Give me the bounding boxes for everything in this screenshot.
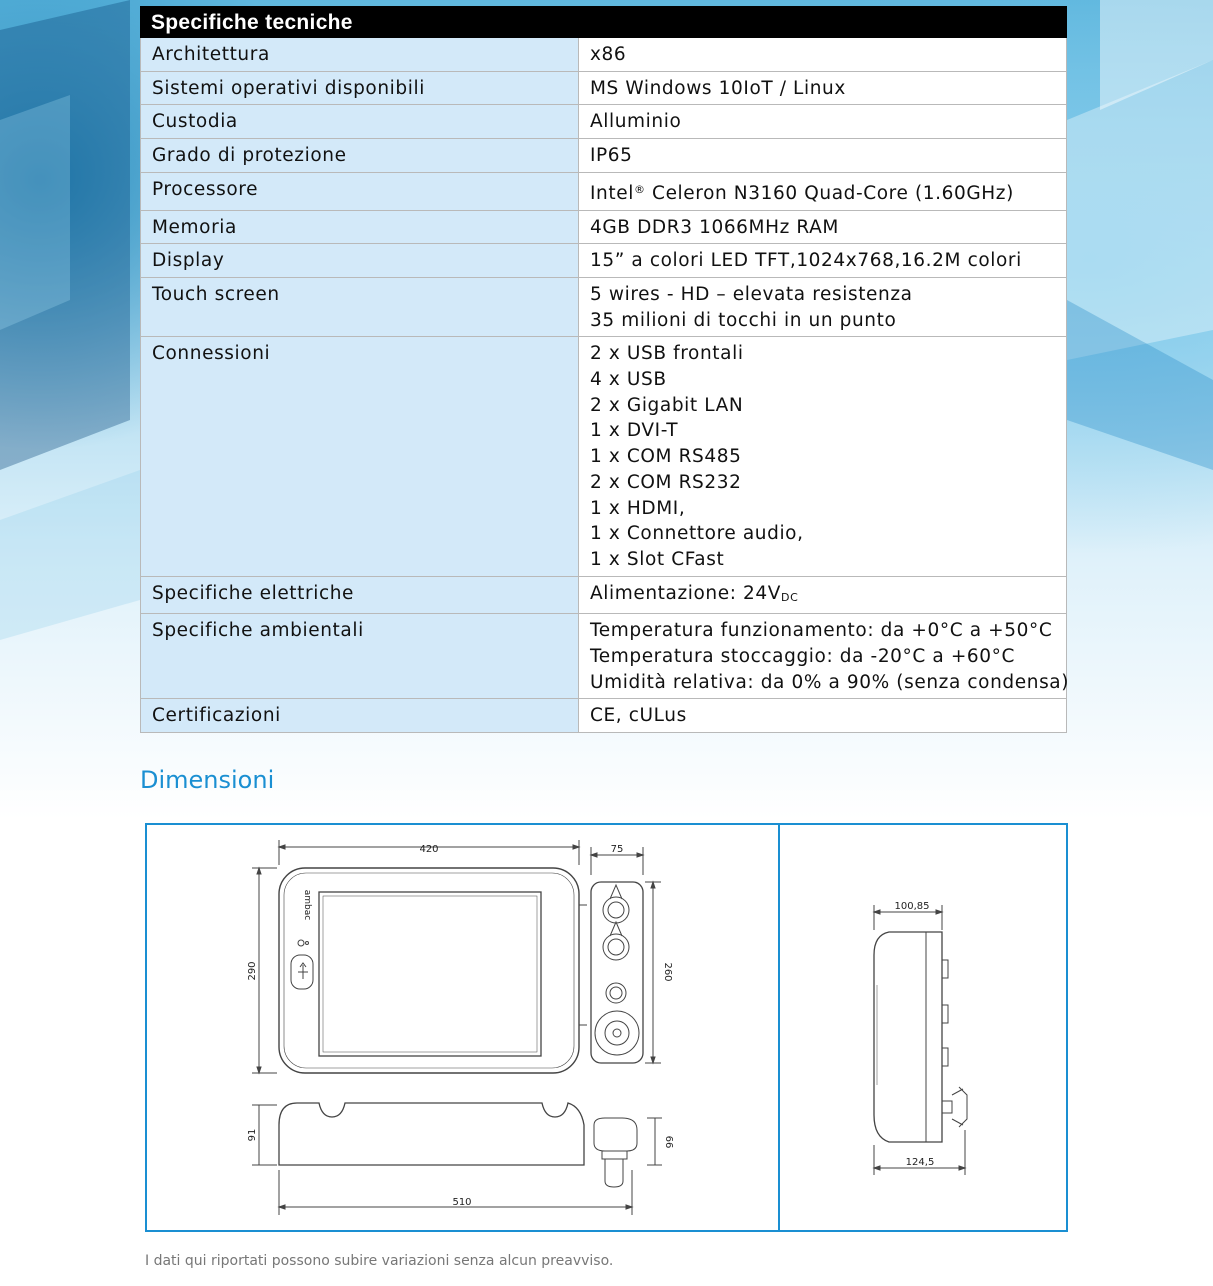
spec-value-line: 15” a colori LED TFT,1024x768,16.2M colori [590,250,1022,272]
spec-value [579,71,1067,105]
spec-value-line: Alluminio [590,111,682,133]
spec-value-part: Celeron N3160 Quad-Core (1.60GHz) [645,182,1014,204]
spec-value-line: 4 x USB [590,369,667,391]
spec-value-line: 1 x Slot CFast [590,548,725,570]
spec-row [141,172,1067,210]
spec-value-line: 2 x COM RS232 [590,471,742,493]
technical-drawing [147,825,1066,1230]
spec-label: Specifiche ambientali [141,614,579,699]
specs-body [141,7,1070,733]
spec-row [141,614,1067,699]
spec-value-line: Temperatura funzionamento: da +0°C a +50°C [590,620,1053,642]
spec-value-line: 1 x HDMI, [590,497,686,519]
side-profile-view [874,905,967,1175]
specs-title-row [141,7,1067,38]
spec-value-line: Umidità relativa: da 0% a 90% (senza condensa) [590,671,1070,693]
spec-value-line: MS Windows 10IoT / Linux [590,77,846,99]
spec-value-line: CE, cULus [590,705,687,727]
spec-value [579,210,1067,244]
spec-label: Grado di protezione [141,139,579,173]
dim-profile-bottom: 124,5 [905,1157,935,1168]
dim-side-depth: 75 [610,844,624,855]
spec-value [579,244,1067,278]
spec-label: Sistemi operativi disponibili [141,71,579,105]
spec-value-line: x86 [590,44,627,65]
spec-value [579,614,1070,699]
spec-value [579,139,1067,173]
specs-title: Specifiche tecniche [141,7,1067,38]
dim-bottom-width: 510 [452,1197,472,1208]
spec-value-line: 2 x Gigabit LAN [590,394,744,416]
dim-front-height: 290 [247,961,258,981]
spec-value [579,699,1067,733]
spec-value-part: ® [633,182,646,196]
disclaimer-text: I dati qui riportati possono subire variazioni senza alcun preavviso. [145,1253,614,1269]
spec-row [141,38,1067,72]
spec-value [579,337,1067,576]
spec-value-line: Temperatura stoccaggio: da -20°C a +60°C [590,646,1016,668]
dim-front-width: 420 [419,844,439,855]
spec-label: Custodia [141,105,579,139]
spec-label: Connessioni [141,337,579,576]
dim-profile-top: 100,85 [894,901,930,912]
dimensions-drawing-box [145,823,1068,1232]
dim-bottom-height: 91 [247,1128,258,1142]
spec-row [141,105,1067,139]
spec-value-line: IP65 [590,145,633,167]
spec-value-part: DC [781,590,799,604]
spec-value-line: 2 x USB frontali [590,343,744,365]
spec-value-part: Intel [590,182,634,204]
front-view [252,840,587,1073]
dim-bottom-stand: 66 [663,1135,674,1149]
spec-value-line: 5 wires - HD – elevata resistenza [590,283,913,305]
dimensions-heading: Dimensioni [140,766,275,794]
spec-row [141,139,1067,173]
spec-value [579,576,1067,614]
side-view [591,847,661,1063]
spec-value [579,105,1067,139]
spec-value-line: 1 x Connettore audio, [590,523,804,545]
dim-side-height: 260 [662,962,673,982]
spec-value-line: 4GB DDR3 1066MHz RAM [590,216,839,238]
spec-value-line: 1 x DVI-T [590,420,679,442]
spec-label: Processore [141,172,579,210]
spec-label: Specifiche elettriche [141,576,579,614]
spec-label: Memoria [141,210,579,244]
spec-row [141,277,1067,336]
spec-value-part: Alimentazione: 24V [590,582,782,604]
spec-label: Certificazioni [141,699,579,733]
spec-value [579,277,1067,336]
spec-row [141,244,1067,278]
spec-label: Touch screen [141,277,579,336]
spec-row [141,71,1067,105]
spec-row [141,210,1067,244]
spec-row [141,337,1067,576]
spec-value [579,38,1067,72]
spec-label: Architettura [141,38,579,72]
spec-value-line: 35 milioni di tocchi in un punto [590,309,897,331]
spec-row [141,576,1067,614]
spec-label: Display [141,244,579,278]
spec-value-line [590,177,1055,207]
specs-table [140,6,1070,733]
usb-port-icon [291,955,313,989]
logo-text: ambac [302,889,312,921]
spec-value [579,172,1067,210]
spec-value-line [590,581,1055,611]
spec-value-line: 1 x COM RS485 [590,446,742,468]
spec-row [141,699,1067,733]
